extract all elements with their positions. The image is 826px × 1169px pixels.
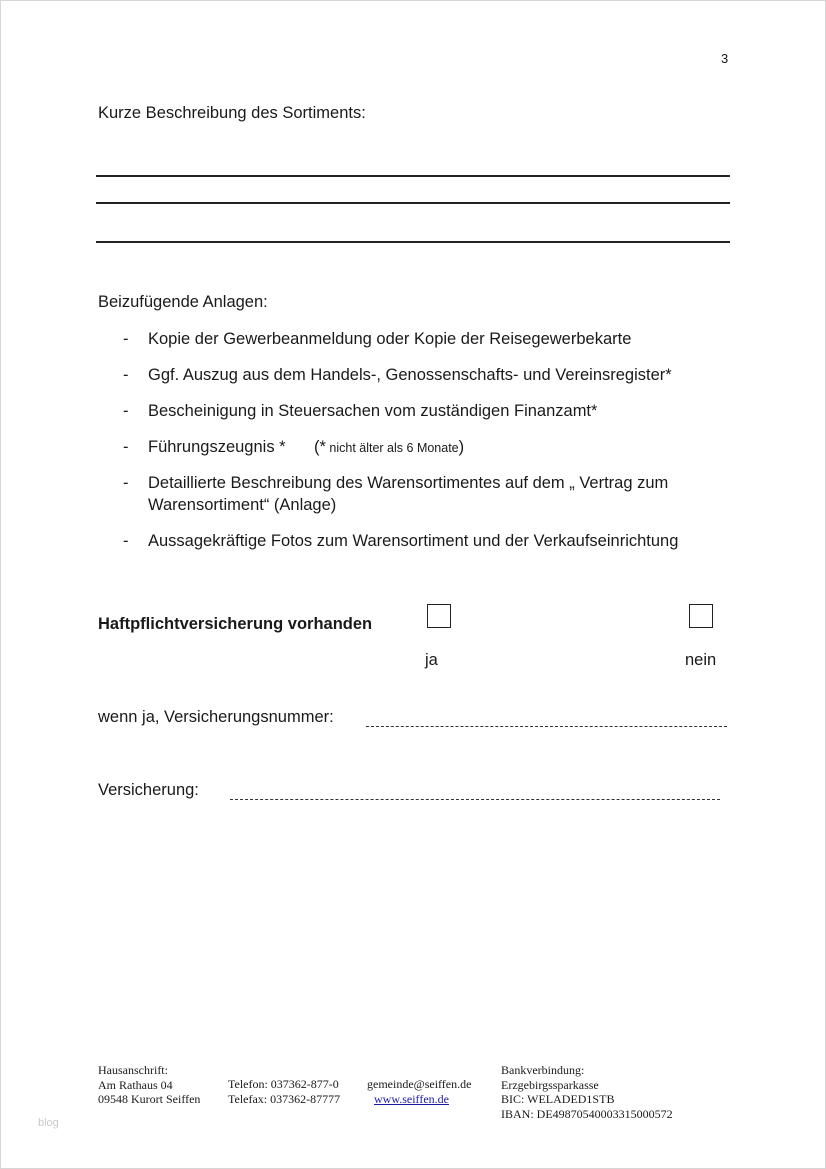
insurance-number-label: wenn ja, Versicherungsnummer: (98, 708, 334, 726)
sortiment-line-2[interactable] (96, 202, 730, 204)
list-dash: - (123, 474, 129, 492)
footer-bank-name: Erzgebirgssparkasse (501, 1077, 599, 1092)
sortiment-label: Kurze Beschreibung des Sortiments: (98, 104, 366, 122)
list-dash: - (123, 330, 129, 348)
list-dash: - (123, 438, 129, 456)
insurance-company-field[interactable] (230, 799, 720, 800)
footer-phone: Telefon: 037362-877-0 (228, 1077, 339, 1091)
list-dash: - (123, 402, 129, 420)
insurance-no-label: nein (685, 651, 717, 669)
list-item-text: Kopie der Gewerbeanmeldung oder Kopie der Reisegewerbekarte (148, 330, 632, 348)
footer-contact (367, 1077, 471, 1106)
list-item-text: Detaillierte Beschreibung des Warensortimentes auf dem „ Vertrag zum (148, 474, 669, 492)
insurance-label: Haftpflichtversicherung vorhanden (98, 615, 373, 633)
sortiment-line-1[interactable] (96, 175, 730, 177)
list-item-text: Bescheinigung in Steuersachen vom zuständigen Finanzamt* (148, 402, 598, 420)
note-small: nicht älter als 6 Monate (325, 441, 459, 455)
note-close: ) (458, 438, 465, 456)
list-item-text: Aussagekräftige Fotos zum Warensortiment und der Verkaufseinrichtung (148, 532, 679, 550)
page-number: 3 (721, 51, 729, 66)
list-item-text-continued: Warensortiment“ (Anlage) (148, 496, 337, 514)
footer-bank-heading: Bankverbindung: (501, 1063, 585, 1077)
footer-city: 09548 Kurort Seiffen (98, 1092, 201, 1106)
insurance-yes-label: ja (425, 651, 438, 669)
footer-phone-block (228, 1077, 340, 1106)
footer-street: Am Rathaus 04 (98, 1077, 173, 1092)
anlagen-heading: Beizufügende Anlagen: (98, 293, 268, 311)
note-open: (* (314, 438, 326, 456)
footer-website-link[interactable]: www.seiffen.de (374, 1091, 449, 1106)
footer-bic: BIC: WELADED1STB (501, 1092, 615, 1106)
watermark-text: blog (38, 1117, 59, 1129)
footer-address-heading: Hausanschrift: (98, 1063, 168, 1077)
insurance-no-checkbox[interactable] (689, 604, 713, 628)
footer-address (98, 1063, 200, 1107)
footer-fax: Telefax: 037362-87777 (228, 1091, 341, 1106)
note (314, 436, 464, 459)
sortiment-line-3[interactable] (96, 241, 730, 243)
footer-iban: IBAN: DE49870540003315000572 (501, 1106, 673, 1121)
list-dash: - (123, 366, 129, 384)
insurance-yes-checkbox[interactable] (427, 604, 451, 628)
insurance-company-label: Versicherung: (98, 781, 199, 799)
footer-bank (501, 1063, 673, 1121)
list-dash: - (123, 532, 129, 550)
insurance-number-field[interactable] (366, 726, 727, 727)
list-item-text: Führungszeugnis * (148, 438, 286, 456)
list-item-text: Ggf. Auszug aus dem Handels-, Genossenschafts- und Vereinsregister* (148, 366, 672, 384)
footer-email[interactable]: gemeinde@seiffen.de (367, 1077, 472, 1091)
